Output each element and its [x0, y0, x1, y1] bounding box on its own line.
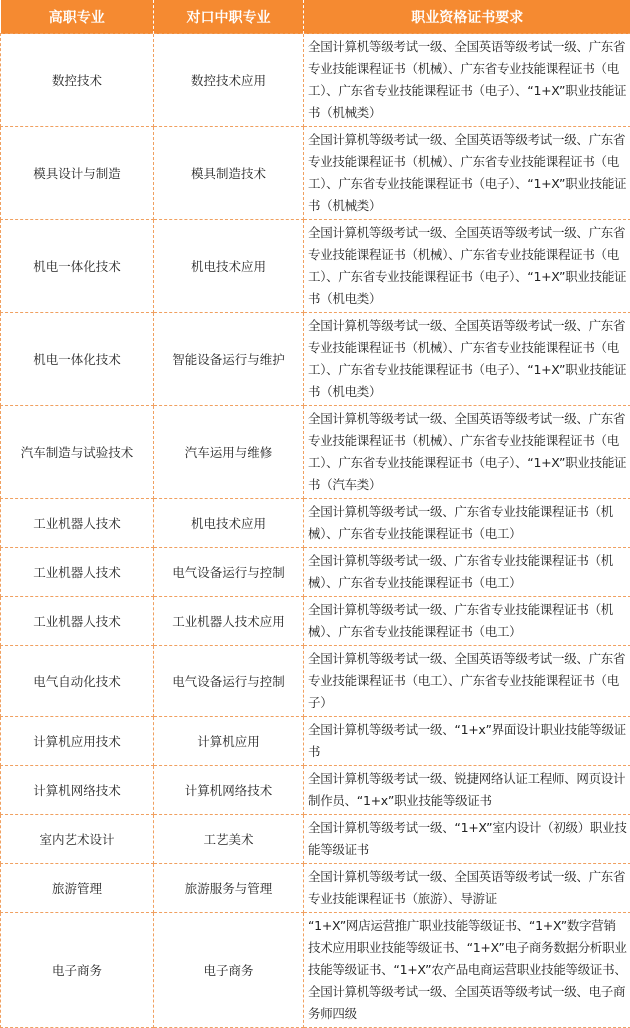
header-higher-major: 高职专业 [1, 0, 154, 34]
header-certificates: 职业资格证书要求 [304, 0, 630, 34]
table-row [1, 499, 630, 548]
vocational-major-cell: 电子商务 [154, 913, 304, 1028]
higher-major-cell: 电子商务 [1, 913, 154, 1028]
higher-major-cell: 工业机器人技术 [1, 597, 154, 646]
vocational-major-cell: 工业机器人技术应用 [154, 597, 304, 646]
table-header [1, 0, 630, 34]
vocational-major-cell: 汽车运用与维修 [154, 406, 304, 499]
certificates-cell: 全国计算机等级考试一级、全国英语等级考试一级、广东省专业技能课程证书（机械）、广东省专业技能课程证书（电工）、广东省专业技能课程证书（电子）、“1+X”职业技能证书（汽车类） [304, 406, 630, 499]
higher-major-cell: 电气自动化技术 [1, 646, 154, 717]
certificates-cell: 全国计算机等级考试一级、全国英语等级考试一级、广东省专业技能课程证书（电工）、广东省专业技能课程证书（电子） [304, 646, 630, 717]
higher-major-cell: 机电一体化技术 [1, 313, 154, 406]
vocational-major-cell: 旅游服务与管理 [154, 864, 304, 913]
certificates-cell: 全国计算机等级考试一级、全国英语等级考试一级、广东省专业技能课程证书（机械）、广东省专业技能课程证书（电工）、广东省专业技能课程证书（电子）、“1+X”职业技能证书（机械类） [304, 34, 630, 127]
vocational-major-cell: 机电技术应用 [154, 220, 304, 313]
table-row [1, 597, 630, 646]
certificates-cell: 全国计算机等级考试一级、锐捷网络认证工程师、网页设计制作员、“1+x”职业技能等级证书 [304, 766, 630, 815]
table-row [1, 864, 630, 913]
higher-major-cell: 计算机网络技术 [1, 766, 154, 815]
header-vocational-major: 对口中职专业 [154, 0, 304, 34]
certificates-cell: “1+X”网店运营推广职业技能等级证书、“1+X”数字营销技术应用职业技能等级证书、“1+X”电子商务数据分析职业技能等级证书、“1+X”农产品电商运营职业技能等级证书、全国计算机等级考试一级、全国英语等级考试一级、电子商务师四级 [304, 913, 630, 1028]
higher-major-cell: 数控技术 [1, 34, 154, 127]
higher-major-cell: 模具设计与制造 [1, 127, 154, 220]
certificates-cell: 全国计算机等级考试一级、“1+x”界面设计职业技能等级证书 [304, 717, 630, 766]
vocational-major-cell: 机电技术应用 [154, 499, 304, 548]
certificates-cell: 全国计算机等级考试一级、全国英语等级考试一级、广东省专业技能课程证书（机械）、广东省专业技能课程证书（电工）、广东省专业技能课程证书（电子）、“1+X”职业技能证书（机电类） [304, 313, 630, 406]
table-row [1, 815, 630, 864]
table-row [1, 406, 630, 499]
vocational-major-cell: 工艺美术 [154, 815, 304, 864]
table-row [1, 717, 630, 766]
table-row [1, 127, 630, 220]
higher-major-cell: 工业机器人技术 [1, 548, 154, 597]
table-row [1, 646, 630, 717]
table-row [1, 313, 630, 406]
vocational-major-cell: 模具制造技术 [154, 127, 304, 220]
higher-major-cell: 机电一体化技术 [1, 220, 154, 313]
certificates-cell: 全国计算机等级考试一级、广东省专业技能课程证书（机械）、广东省专业技能课程证书（电工） [304, 548, 630, 597]
certificates-cell: 全国计算机等级考试一级、“1+X”室内设计（初级）职业技能等级证书 [304, 815, 630, 864]
certificates-cell: 全国计算机等级考试一级、全国英语等级考试一级、广东省专业技能课程证书（旅游）、导游证 [304, 864, 630, 913]
table-row [1, 220, 630, 313]
certificates-cell: 全国计算机等级考试一级、广东省专业技能课程证书（机械）、广东省专业技能课程证书（电工） [304, 597, 630, 646]
vocational-major-cell: 数控技术应用 [154, 34, 304, 127]
vocational-major-cell: 电气设备运行与控制 [154, 646, 304, 717]
table-row [1, 913, 630, 1028]
higher-major-cell: 旅游管理 [1, 864, 154, 913]
higher-major-cell: 工业机器人技术 [1, 499, 154, 548]
table-row [1, 548, 630, 597]
higher-major-cell: 室内艺术设计 [1, 815, 154, 864]
vocational-major-cell: 计算机应用 [154, 717, 304, 766]
certificates-cell: 全国计算机等级考试一级、全国英语等级考试一级、广东省专业技能课程证书（机械）、广东省专业技能课程证书（电工）、广东省专业技能课程证书（电子）、“1+X”职业技能证书（机械类） [304, 127, 630, 220]
higher-major-cell: 汽车制造与试验技术 [1, 406, 154, 499]
certificates-cell: 全国计算机等级考试一级、全国英语等级考试一级、广东省专业技能课程证书（机械）、广东省专业技能课程证书（电工）、广东省专业技能课程证书（电子）、“1+X”职业技能证书（机电类） [304, 220, 630, 313]
vocational-major-cell: 电气设备运行与控制 [154, 548, 304, 597]
vocational-major-cell: 计算机网络技术 [154, 766, 304, 815]
table-row [1, 766, 630, 815]
vocational-major-cell: 智能设备运行与维护 [154, 313, 304, 406]
higher-major-cell: 计算机应用技术 [1, 717, 154, 766]
table-row [1, 34, 630, 127]
certificates-cell: 全国计算机等级考试一级、广东省专业技能课程证书（机械）、广东省专业技能课程证书（电工） [304, 499, 630, 548]
